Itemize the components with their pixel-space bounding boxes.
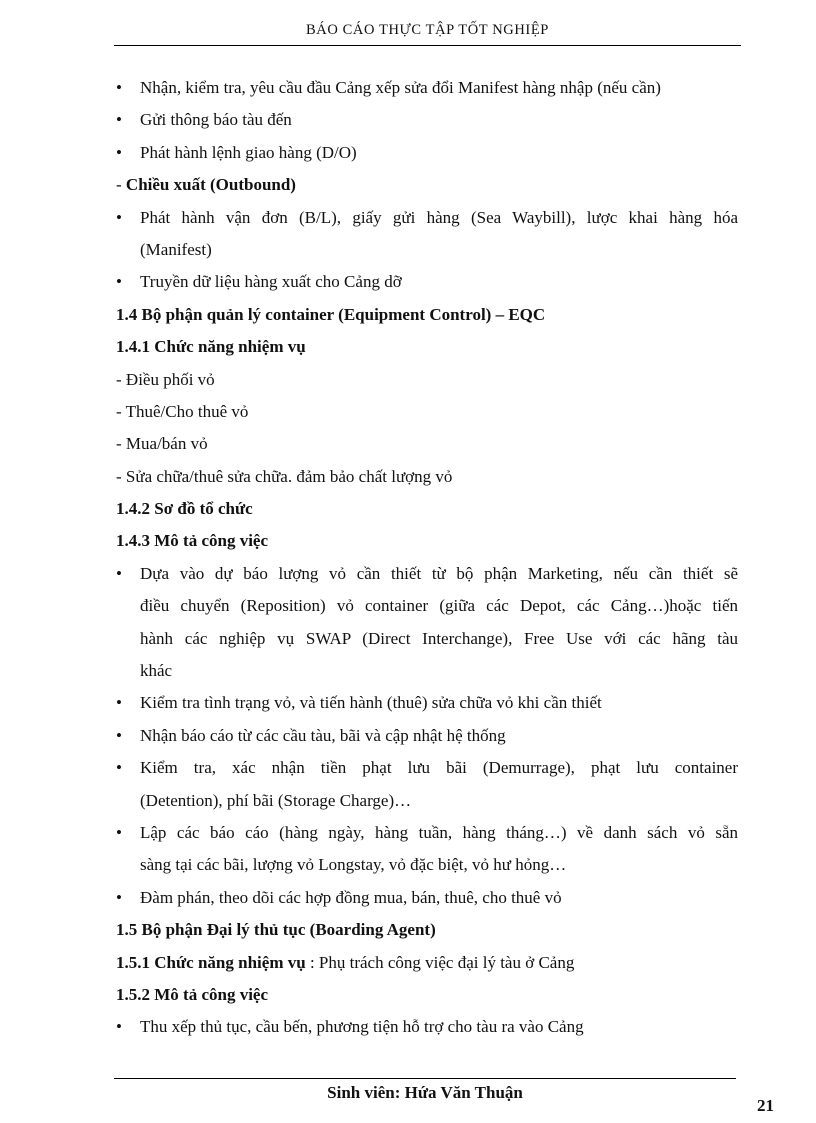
bullet-item: • Dựa vào dự báo lượng vỏ cần thiết từ bộ phận Marketing, nếu cần thiết sẽ [116,558,738,590]
dash-item: - Sửa chữa/thuê sửa chữa. đảm bảo chất lượng vỏ [116,466,453,486]
footer-divider [114,1078,736,1079]
bullet-continuation: khác [140,661,173,681]
bullet-item: • Nhận, kiểm tra, yêu cầu đầu Cảng xếp sửa đổi Manifest hàng nhập (nếu cần) [116,72,738,104]
inline-heading-label: 1.5.1 Chức năng nhiệm vụ [116,952,306,972]
subsection-heading-inline [116,947,738,979]
bullet-continuation: hành các nghiệp vụ SWAP (Direct Interchange), Free Use với các hãng tàu [140,628,738,648]
bullet-continuation: (Manifest) [140,239,212,259]
bullet-continuation: điều chuyển (Reposition) vỏ container (giữa các Depot, các Cảng…)hoặc tiến [140,596,738,616]
inline-heading-text: : Phụ trách công việc đại lý tàu ở Cảng [305,952,575,972]
bullet-item: • Nhận báo cáo từ các cầu tàu, bãi và cập nhật hệ thống [116,720,738,752]
dash-item: - Thuê/Cho thuê vỏ [116,401,249,421]
bullet-item: • Gửi thông báo tàu đến [116,104,738,136]
subheading-outbound [116,169,738,201]
bullet-item: • Kiểm tra, xác nhận tiền phạt lưu bãi (Demurrage), phạt lưu container [116,752,738,784]
bullet-item: • Kiểm tra tình trạng vỏ, và tiến hành (thuê) sửa chữa vỏ khi cần thiết [116,687,738,719]
page-header-title: BÁO CÁO THỰC TẬP TỐT NGHIỆP [306,22,549,38]
bullet-item: • Phát hành vận đơn (B/L), giấy gửi hàng (Sea Waybill), lược khai hàng hóa [116,202,738,234]
footer-student-name: Sinh viên: Hứa Văn Thuận [327,1083,523,1102]
subsection-heading: 1.4.1 Chức năng nhiệm vụ [116,337,306,357]
header-divider [114,45,741,46]
document-body [116,72,738,1044]
bullet-item: • Thu xếp thủ tục, cầu bến, phương tiện hỗ trợ cho tàu ra vào Cảng [116,1011,738,1043]
page-number: 21 [757,1096,774,1115]
bullet-continuation: sàng tại các bãi, lượng vỏ Longstay, vỏ đặc biệt, vỏ hư hỏng… [140,855,567,875]
subsection-heading: 1.5.2 Mô tả công việc [116,984,269,1004]
subsection-heading: 1.4.3 Mô tả công việc [116,531,269,551]
bullet-item: • Phát hành lệnh giao hàng (D/O) [116,137,738,169]
bullet-item: • Đàm phán, theo dõi các hợp đồng mua, bán, thuê, cho thuê vỏ [116,882,738,914]
outbound-label: Chiều xuất (Outbound) [125,175,296,195]
dash-item: - Điều phối vỏ [116,369,215,389]
bullet-item: • Truyền dữ liệu hàng xuất cho Cảng dỡ [116,266,738,298]
bullet-continuation: (Detention), phí bãi (Storage Charge)… [140,790,412,810]
section-heading: 1.4 Bộ phận quản lý container (Equipment Control) – EQC [116,304,546,324]
dash-item: - Mua/bán vỏ [116,434,208,454]
section-heading: 1.5 Bộ phận Đại lý thủ tục (Boarding Agent) [116,920,436,940]
dash-prefix: - [116,175,126,195]
bullet-item: • Lập các báo cáo (hàng ngày, hàng tuần, hàng tháng…) về danh sách vỏ sẵn [116,817,738,849]
subsection-heading: 1.4.2 Sơ đồ tổ chức [116,499,253,519]
